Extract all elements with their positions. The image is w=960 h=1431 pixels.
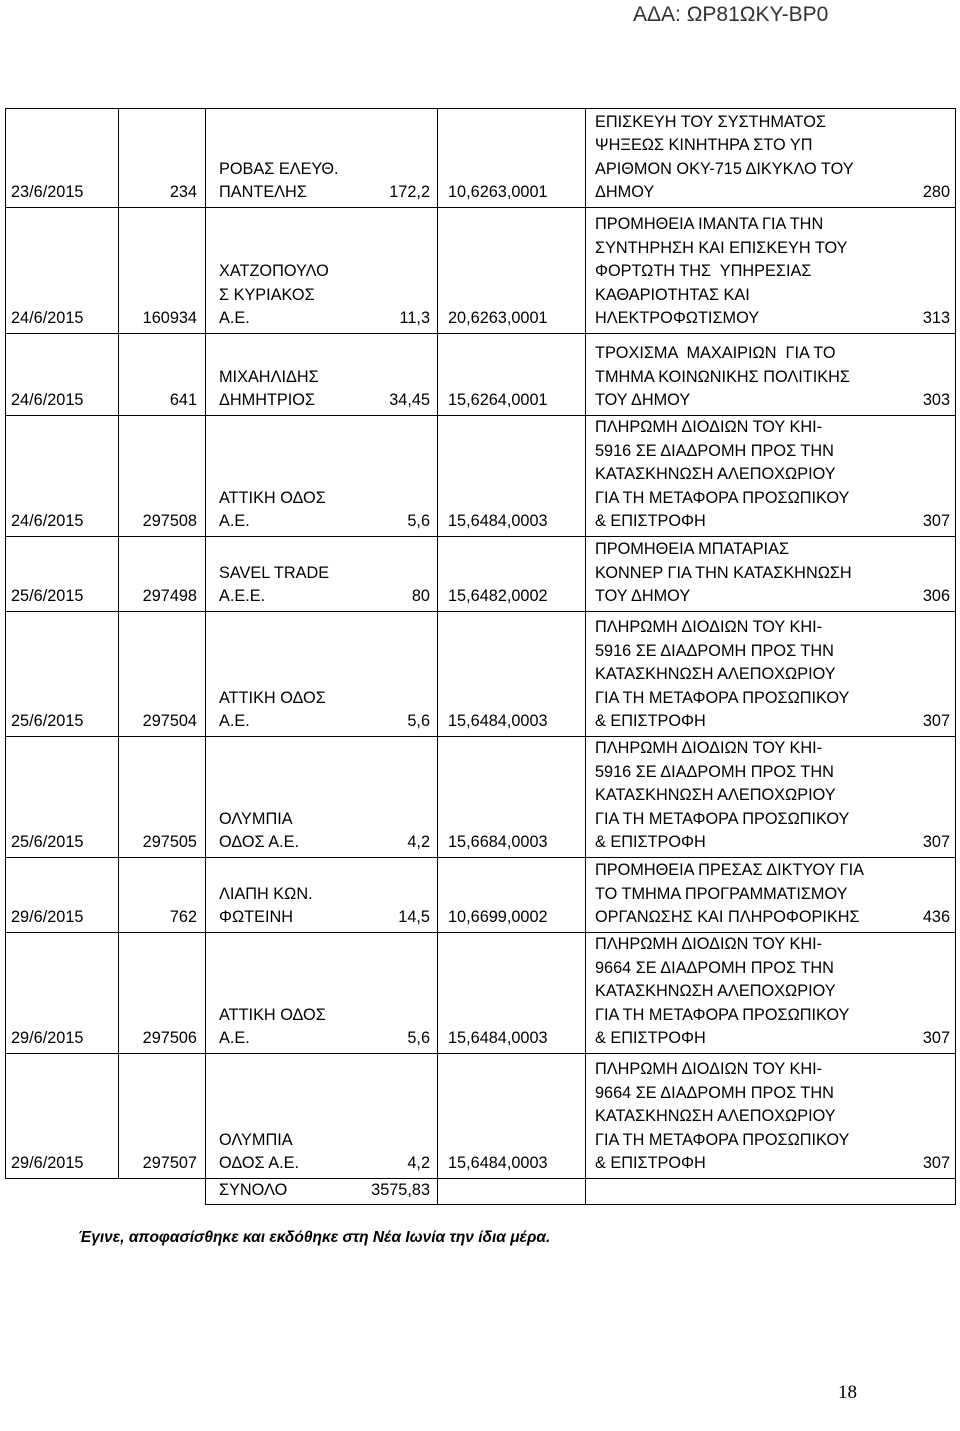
amount-cell: 4,2 (361, 736, 438, 857)
supplier-name-cell-line: Α.Ε. (219, 309, 250, 328)
date-cell: 25/6/2015 (6, 611, 119, 736)
description-cell (586, 416, 886, 537)
supplier-name-cell-line: Α.Ε. (219, 712, 250, 731)
description-cell-line: ΓΙΑ ΤΗ ΜΕΤΑΦΟΡΑ ΠΡΟΣΩΠΙΚΟΥ (595, 488, 850, 507)
protocol-number-cell: 297498 (119, 536, 206, 611)
description-cell-line: 5916 ΣΕ ΔΙΑΔΡΟΜΗ ΠΡΟΣ ΤΗΝ (595, 641, 834, 660)
budget-code-cell: 10,6263,0001 (438, 109, 586, 208)
protocol-number-cell: 297504 (119, 611, 206, 736)
table-row (6, 208, 956, 334)
reference-number-cell: 306 (886, 536, 956, 611)
reference-number-cell: 280 (886, 109, 956, 208)
description-cell-line: ΚΑΘΑΡΙΟΤΗΤΑΣ ΚΑΙ (595, 285, 750, 304)
budget-code-cell: 15,6484,0003 (438, 416, 586, 537)
amount-cell: 11,3 (361, 208, 438, 334)
description-cell-line: ΠΛΗΡΩΜΗ ΔΙΟΔΙΩΝ ΤΟΥ ΚΗΙ- (595, 1059, 823, 1078)
description-cell (586, 611, 886, 736)
amount-cell: 4,2 (361, 1053, 438, 1178)
total-empty-cell (438, 1178, 586, 1204)
reference-number-cell: 303 (886, 334, 956, 416)
supplier-name-cell (206, 109, 361, 208)
description-cell-line: ΚΟΝΝΕΡ ΓΙΑ ΤΗΝ ΚΑΤΑΣΚΗΝΩΣΗ (595, 563, 852, 582)
supplier-name-cell-line: Α.Ε. (219, 1029, 250, 1048)
description-cell-line: ΠΡΟΜΗΘΕΙΑ ΠΡΕΣΑΣ ΔΙΚΤΥΟΥ ΓΙΑ (595, 861, 864, 880)
amount-cell: 34,45 (361, 334, 438, 416)
reference-number-cell: 313 (886, 208, 956, 334)
table-row (6, 416, 956, 537)
description-cell (586, 334, 886, 416)
description-cell-line: ΣΥΝΤΗΡΗΣΗ ΚΑΙ ΕΠΙΣΚΕΥΗ ΤΟΥ (595, 238, 848, 257)
total-value: 3575,83 (361, 1178, 438, 1204)
supplier-name-cell-line: ΟΛΥΜΠΙΑ (219, 809, 293, 828)
description-cell-line: 5916 ΣΕ ΔΙΑΔΡΟΜΗ ΠΡΟΣ ΤΗΝ (595, 441, 834, 460)
protocol-number-cell: 297507 (119, 1053, 206, 1178)
description-cell (586, 536, 886, 611)
date-cell: 24/6/2015 (6, 208, 119, 334)
supplier-name-cell-line: ΑΤΤΙΚΗ ΟΔΟΣ (219, 488, 326, 507)
supplier-name-cell-line: ΡΟΒΑΣ ΕΛΕΥΘ. (219, 159, 339, 178)
description-cell-line: & ΕΠΙΣΤΡΟΦΗ (595, 1029, 706, 1048)
budget-code-cell: 20,6263,0001 (438, 208, 586, 334)
protocol-number-cell: 297505 (119, 736, 206, 857)
supplier-name-cell (206, 736, 361, 857)
description-cell-line: ΠΛΗΡΩΜΗ ΔΙΟΔΙΩΝ ΤΟΥ ΚΗΙ- (595, 418, 823, 436)
supplier-name-cell-line: ΛΙΑΠΗ ΚΩΝ. (219, 884, 313, 903)
description-cell-line: ΓΙΑ ΤΗ ΜΕΤΑΦΟΡΑ ΠΡΟΣΩΠΙΚΟΥ (595, 809, 850, 828)
description-cell-line: ΠΛΗΡΩΜΗ ΔΙΟΔΙΩΝ ΤΟΥ ΚΗΙ- (595, 618, 823, 636)
table-row (6, 611, 956, 736)
description-cell-line: ΠΛΗΡΩΜΗ ΔΙΟΔΙΩΝ ΤΟΥ ΚΗΙ- (595, 934, 823, 953)
description-cell (586, 932, 886, 1053)
description-cell (586, 736, 886, 857)
table-row (6, 334, 956, 416)
description-cell-line: ΚΑΤΑΣΚΗΝΩΣΗ ΑΛΕΠΟΧΩΡΙΟΥ (595, 1107, 836, 1126)
ada-code: ΑΔΑ: ΩΡ81ΩΚΥ-ΒΡ0 (633, 3, 829, 26)
reference-number-cell: 307 (886, 932, 956, 1053)
table-row (6, 736, 956, 857)
supplier-name-cell-line: ΔΗΜΗΤΡΙΟΣ (219, 391, 316, 410)
supplier-name-cell-line: Α.Ε. (219, 512, 250, 531)
supplier-name-cell-line: ΦΩΤΕΙΝΗ (219, 908, 294, 927)
description-cell-line: ΗΛΕΚΤΡΟΦΩΤΙΣΜΟΥ (595, 309, 760, 328)
description-cell-line: ΤΟ ΤΜΗΜΑ ΠΡΟΓΡΑΜΜΑΤΙΣΜΟΥ (595, 884, 848, 903)
reference-number-cell: 436 (886, 857, 956, 932)
description-cell (586, 1053, 886, 1178)
total-row (6, 1178, 956, 1204)
reference-number-cell: 307 (886, 736, 956, 857)
supplier-name-cell (206, 334, 361, 416)
budget-code-cell: 15,6684,0003 (438, 736, 586, 857)
supplier-name-cell (206, 1053, 361, 1178)
supplier-name-cell (206, 932, 361, 1053)
protocol-number-cell: 641 (119, 334, 206, 416)
description-cell-line: ΤΟΥ ΔΗΜΟΥ (595, 391, 691, 410)
budget-code-cell: 15,6484,0003 (438, 932, 586, 1053)
amount-cell: 14,5 (361, 857, 438, 932)
supplier-name-cell-line: ΟΔΟΣ Α.Ε. (219, 833, 299, 852)
amount-cell: 172,2 (361, 109, 438, 208)
amount-cell: 5,6 (361, 416, 438, 537)
protocol-number-cell: 234 (119, 109, 206, 208)
description-cell-line: ΓΙΑ ΤΗ ΜΕΤΑΦΟΡΑ ΠΡΟΣΩΠΙΚΟΥ (595, 688, 850, 707)
supplier-name-cell-line: ΜΙΧΑΗΛΙΔΗΣ (219, 367, 319, 386)
closing-statement: Έγινε, αποφασίσθηκε και εκδόθηκε στη Νέα Ιωνία την ίδια μέρα. (78, 1229, 551, 1246)
date-cell: 24/6/2015 (6, 416, 119, 537)
description-cell-line: ΚΑΤΑΣΚΗΝΩΣΗ ΑΛΕΠΟΧΩΡΙΟΥ (595, 665, 836, 684)
description-cell-line: ΠΛΗΡΩΜΗ ΔΙΟΔΙΩΝ ΤΟΥ ΚΗΙ- (595, 738, 823, 757)
date-cell: 25/6/2015 (6, 736, 119, 857)
supplier-name-cell-line: ΑΤΤΙΚΗ ΟΔΟΣ (219, 1005, 326, 1024)
protocol-number-cell: 297506 (119, 932, 206, 1053)
table-footer (6, 1178, 956, 1204)
table-body (6, 109, 956, 1179)
description-cell-line: 9664 ΣΕ ΔΙΑΔΡΟΜΗ ΠΡΟΣ ΤΗΝ (595, 1083, 834, 1102)
supplier-name-cell-line: ΑΤΤΙΚΗ ΟΔΟΣ (219, 688, 326, 707)
description-cell-line: 9664 ΣΕ ΔΙΑΔΡΟΜΗ ΠΡΟΣ ΤΗΝ (595, 958, 834, 977)
date-cell: 29/6/2015 (6, 932, 119, 1053)
description-cell (586, 857, 886, 932)
supplier-name-cell (206, 611, 361, 736)
description-cell (586, 208, 886, 334)
description-cell-line: ΓΙΑ ΤΗ ΜΕΤΑΦΟΡΑ ΠΡΟΣΩΠΙΚΟΥ (595, 1130, 850, 1149)
description-cell-line: ΠΡΟΜΗΘΕΙΑ ΜΠΑΤΑΡΙΑΣ (595, 540, 790, 559)
budget-code-cell: 15,6482,0002 (438, 536, 586, 611)
description-cell-line: ΤΟΥ ΔΗΜΟΥ (595, 587, 691, 606)
table-row (6, 857, 956, 932)
protocol-number-cell: 297508 (119, 416, 206, 537)
expenses-table (5, 108, 956, 1205)
table-row (6, 1053, 956, 1178)
description-cell-line: ΑΡΙΘΜΟΝ ΟΚΥ-715 ΔΙΚΥΚΛΟ ΤΟΥ (595, 159, 854, 178)
supplier-name-cell-line: ΧΑΤΖΟΠΟΥΛΟ (219, 262, 329, 281)
amount-cell: 5,6 (361, 932, 438, 1053)
date-cell: 29/6/2015 (6, 1053, 119, 1178)
supplier-name-cell-line: ΠΑΝΤΕΛΗΣ (219, 183, 307, 202)
description-cell-line: & ΕΠΙΣΤΡΟΦΗ (595, 512, 706, 531)
supplier-name-cell-line: ΟΛΥΜΠΙΑ (219, 1130, 293, 1149)
description-cell-line: ΚΑΤΑΣΚΗΝΩΣΗ ΑΛΕΠΟΧΩΡΙΟΥ (595, 786, 836, 805)
description-cell-line: & ΕΠΙΣΤΡΟΦΗ (595, 833, 706, 852)
supplier-name-cell (206, 208, 361, 334)
description-cell-line: ΓΙΑ ΤΗ ΜΕΤΑΦΟΡΑ ΠΡΟΣΩΠΙΚΟΥ (595, 1005, 850, 1024)
reference-number-cell: 307 (886, 611, 956, 736)
description-cell-line: & ΕΠΙΣΤΡΟΦΗ (595, 712, 706, 731)
table-row (6, 932, 956, 1053)
reference-number-cell: 307 (886, 416, 956, 537)
date-cell: 23/6/2015 (6, 109, 119, 208)
date-cell: 29/6/2015 (6, 857, 119, 932)
description-cell (586, 109, 886, 208)
supplier-name-cell (206, 857, 361, 932)
supplier-name-cell-line: SAVEL TRADE (219, 563, 330, 582)
date-cell: 24/6/2015 (6, 334, 119, 416)
supplier-name-cell-line: Α.Ε.Ε. (219, 587, 266, 606)
description-cell-line: ΤΡΟΧΙΣΜΑ ΜΑΧΑΙΡΙΩΝ ΓΙΑ ΤΟ (595, 344, 836, 363)
supplier-name-cell-line: Σ ΚΥΡΙΑΚΟΣ (219, 285, 315, 304)
description-cell-line: ΠΡΟΜΗΘΕΙΑ ΙΜΑΝΤΑ ΓΙΑ ΤΗΝ (595, 215, 824, 234)
budget-code-cell: 15,6264,0001 (438, 334, 586, 416)
total-label: ΣΥΝΟΛΟ (206, 1178, 361, 1204)
protocol-number-cell: 160934 (119, 208, 206, 334)
amount-cell: 5,6 (361, 611, 438, 736)
description-cell-line: ΔΗΜΟΥ (595, 183, 655, 202)
description-cell-line: ΕΠΙΣΚΕΥΗ ΤΟΥ ΣΥΣΤΗΜΑΤΟΣ (595, 112, 826, 131)
page-number: 18 (838, 1382, 857, 1403)
total-empty-cell (586, 1178, 886, 1204)
table-row (6, 109, 956, 208)
amount-cell: 80 (361, 536, 438, 611)
description-cell-line: ΟΡΓΑΝΩΣΗΣ ΚΑΙ ΠΛΗΡΟΦΟΡΙΚΗΣ (595, 908, 860, 927)
budget-code-cell: 15,6484,0003 (438, 611, 586, 736)
description-cell-line: ΚΑΤΑΣΚΗΝΩΣΗ ΑΛΕΠΟΧΩΡΙΟΥ (595, 465, 836, 484)
budget-code-cell: 10,6699,0002 (438, 857, 586, 932)
total-empty-cell (886, 1178, 956, 1204)
total-empty-cell (6, 1178, 119, 1204)
description-cell-line: ΨΗΞΕΩΣ ΚΙΝΗΤΗΡΑ ΣΤΟ ΥΠ (595, 136, 813, 155)
supplier-name-cell (206, 416, 361, 537)
description-cell-line: 5916 ΣΕ ΔΙΑΔΡΟΜΗ ΠΡΟΣ ΤΗΝ (595, 762, 834, 781)
protocol-number-cell: 762 (119, 857, 206, 932)
table-row (6, 536, 956, 611)
date-cell: 25/6/2015 (6, 536, 119, 611)
supplier-name-cell-line: ΟΔΟΣ Α.Ε. (219, 1154, 299, 1173)
budget-code-cell: 15,6484,0003 (438, 1053, 586, 1178)
description-cell-line: ΚΑΤΑΣΚΗΝΩΣΗ ΑΛΕΠΟΧΩΡΙΟΥ (595, 982, 836, 1001)
description-cell-line: ΦΟΡΤΩΤΗ ΤΗΣ ΥΠΗΡΕΣΙΑΣ (595, 262, 812, 281)
reference-number-cell: 307 (886, 1053, 956, 1178)
supplier-name-cell (206, 536, 361, 611)
total-empty-cell (119, 1178, 206, 1204)
description-cell-line: ΤΜΗΜΑ ΚΟΙΝΩΝΙΚΗΣ ΠΟΛΙΤΙΚΗΣ (595, 367, 850, 386)
description-cell-line: & ΕΠΙΣΤΡΟΦΗ (595, 1154, 706, 1173)
